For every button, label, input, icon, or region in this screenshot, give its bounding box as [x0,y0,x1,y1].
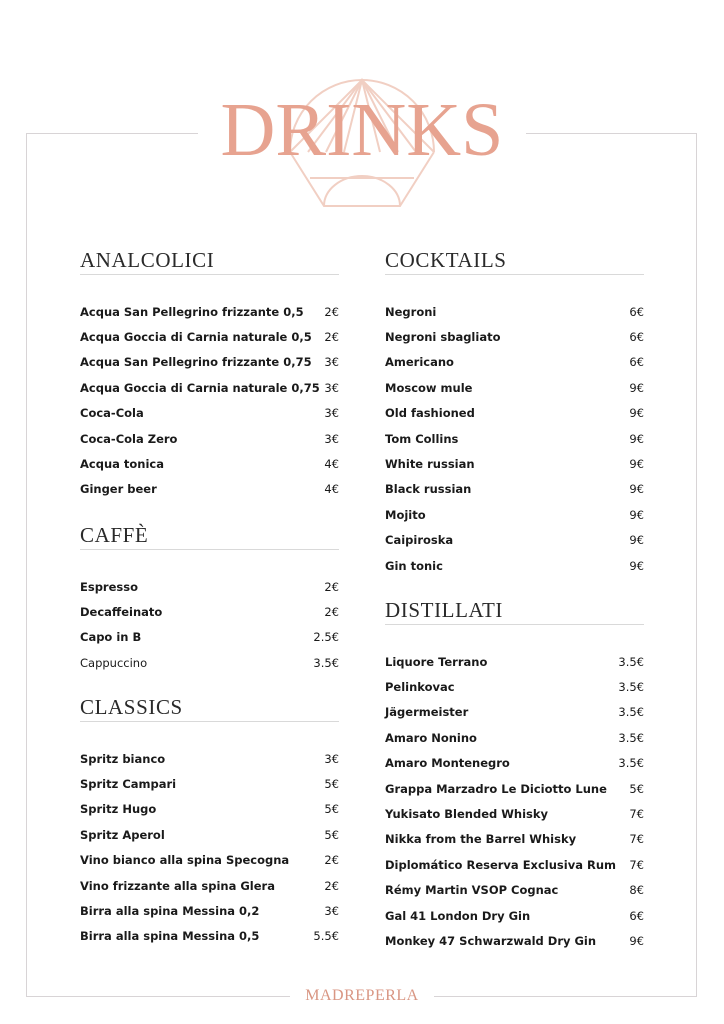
item-name: Caipiroska [385,533,454,548]
item-price: 3.5€ [313,655,339,670]
item-price: 6€ [629,355,644,370]
menu-item [385,700,644,725]
menu-item [385,528,644,553]
menu-item [385,928,644,953]
menu-item [385,502,644,527]
menu-item [80,650,339,675]
menu-item [80,797,339,822]
item-price: 2€ [324,878,339,893]
item-price: 3.5€ [618,705,644,720]
item-name: Acqua San Pellegrino frizzante 0,5 [80,304,304,319]
item-price: 2€ [324,304,339,319]
item-name: Gin tonic [385,558,443,573]
item-price: 3.5€ [618,730,644,745]
item-price: 2.5€ [313,630,339,645]
item-name: Acqua tonica [80,457,165,472]
item-price: 3€ [324,904,339,919]
item-list [80,746,339,949]
menu-item [385,852,644,877]
item-price: 3€ [324,406,339,421]
item-price: 9€ [629,533,644,548]
footer-brand: MADREPERLA [305,987,419,1004]
item-price: 9€ [629,507,644,522]
menu-item [80,299,339,324]
item-name: Coca-Cola [80,406,144,421]
section-distillati [385,597,644,954]
menu-item [80,324,339,349]
item-list [385,299,644,578]
item-price: 6€ [629,304,644,319]
item-price: 3€ [324,355,339,370]
item-price: 5€ [324,802,339,817]
item-name: Coca-Cola Zero [80,431,178,446]
item-name: Grappa Marzadro Le Diciotto Lune [385,781,607,796]
item-price: 2€ [324,579,339,594]
section-title: DISTILLATI [385,597,644,625]
item-price: 9€ [629,558,644,573]
menu-item [385,878,644,903]
menu-item [80,848,339,873]
menu-item [80,924,339,949]
section-analcolici [80,247,339,502]
menu-item [80,375,339,400]
menu-item [385,674,644,699]
item-name: Monkey 47 Schwarzwald Dry Gin [385,933,597,948]
item-list [385,649,644,954]
item-name: Diplomático Reserva Exclusiva Rum [385,857,616,872]
item-name: Negroni [385,304,437,319]
item-price: 8€ [629,883,644,898]
menu-item [80,350,339,375]
item-price: 5€ [324,777,339,792]
item-price: 3.5€ [618,654,644,669]
menu-item [385,776,644,801]
menu-item [80,599,339,624]
menu-item [80,574,339,599]
item-name: Jägermeister [385,705,469,720]
item-price: 7€ [629,807,644,822]
menu-item [80,822,339,847]
item-price: 9€ [629,933,644,948]
item-name: Yukisato Blended Whisky [385,807,549,822]
item-price: 9€ [629,406,644,421]
item-name: Spritz Aperol [80,827,165,842]
menu-item [80,873,339,898]
item-price: 2€ [324,330,339,345]
item-name: Rémy Martin VSOP Cognac [385,883,559,898]
section-title: CLASSICS [80,694,339,722]
item-price: 9€ [629,457,644,472]
menu-item [385,324,644,349]
item-name: Americano [385,355,454,370]
menu-item [80,625,339,650]
section-title: CAFFÈ [80,522,339,550]
item-name: Acqua Goccia di Carnia naturale 0,75 [80,380,320,395]
item-name: Vino frizzante alla spina Glera [80,878,275,893]
menu-item [385,903,644,928]
menu-item [385,350,644,375]
item-list [80,574,339,676]
item-name: Acqua Goccia di Carnia naturale 0,5 [80,330,312,345]
item-name: White russian [385,457,475,472]
item-name: Decaffeinato [80,605,163,620]
item-price: 6€ [629,330,644,345]
menu-item [385,401,644,426]
item-price: 2€ [324,853,339,868]
item-price: 3.5€ [618,680,644,695]
item-price: 7€ [629,832,644,847]
menu-item [385,451,644,476]
item-name: Gal 41 London Dry Gin [385,908,531,923]
section-classics [80,694,339,949]
menu-item [385,649,644,674]
menu-item [385,725,644,750]
menu-item [80,898,339,923]
item-price: 9€ [629,380,644,395]
item-price: 6€ [629,908,644,923]
section-title: COCKTAILS [385,247,644,275]
item-list [80,299,339,502]
item-name: Spritz bianco [80,751,166,766]
menu-item [80,426,339,451]
item-price: 5€ [324,827,339,842]
item-name: Birra alla spina Messina 0,5 [80,929,260,944]
section-title: ANALCOLICI [80,247,339,275]
item-name: Negroni sbagliato [385,330,501,345]
item-name: Amaro Montenegro [385,756,510,771]
menu-item [385,477,644,502]
item-name: Moscow mule [385,380,473,395]
menu-item [385,553,644,578]
item-price: 2€ [324,605,339,620]
menu-item [385,801,644,826]
menu-item [385,827,644,852]
menu-item [385,375,644,400]
menu-item [80,451,339,476]
item-name: Pelinkovac [385,680,455,695]
item-name: Capo in B [80,630,142,645]
item-name: Spritz Campari [80,777,177,792]
menu-item [80,477,339,502]
page-title: DRINKS [220,88,504,172]
item-name: Vino bianco alla spina Specogna [80,853,290,868]
section-cocktails [385,247,644,578]
menu-item [80,746,339,771]
item-name: Espresso [80,579,138,594]
item-name: Liquore Terrano [385,654,488,669]
item-name: Spritz Hugo [80,802,157,817]
item-price: 3€ [324,431,339,446]
item-name: Amaro Nonino [385,730,477,745]
item-name: Acqua San Pellegrino frizzante 0,75 [80,355,312,370]
item-price: 7€ [629,857,644,872]
menu-item [385,299,644,324]
item-name: Nikka from the Barrel Whisky [385,832,577,847]
item-name: Mojito [385,507,426,522]
item-price: 9€ [629,482,644,497]
menu-item [80,771,339,796]
item-name: Old fashioned [385,406,475,421]
menu-item [80,401,339,426]
menu-item [385,751,644,776]
section-caffe [80,522,339,676]
item-price: 5€ [629,781,644,796]
item-price: 3€ [324,380,339,395]
item-price: 9€ [629,431,644,446]
item-price: 5.5€ [313,929,339,944]
item-name: Birra alla spina Messina 0,2 [80,904,260,919]
item-price: 3€ [324,751,339,766]
item-name: Ginger beer [80,482,157,497]
item-name: Black russian [385,482,472,497]
menu-item [385,426,644,451]
item-name: Cappuccino [80,655,148,670]
item-price: 3.5€ [618,756,644,771]
item-price: 4€ [324,457,339,472]
item-name: Tom Collins [385,431,459,446]
item-price: 4€ [324,482,339,497]
